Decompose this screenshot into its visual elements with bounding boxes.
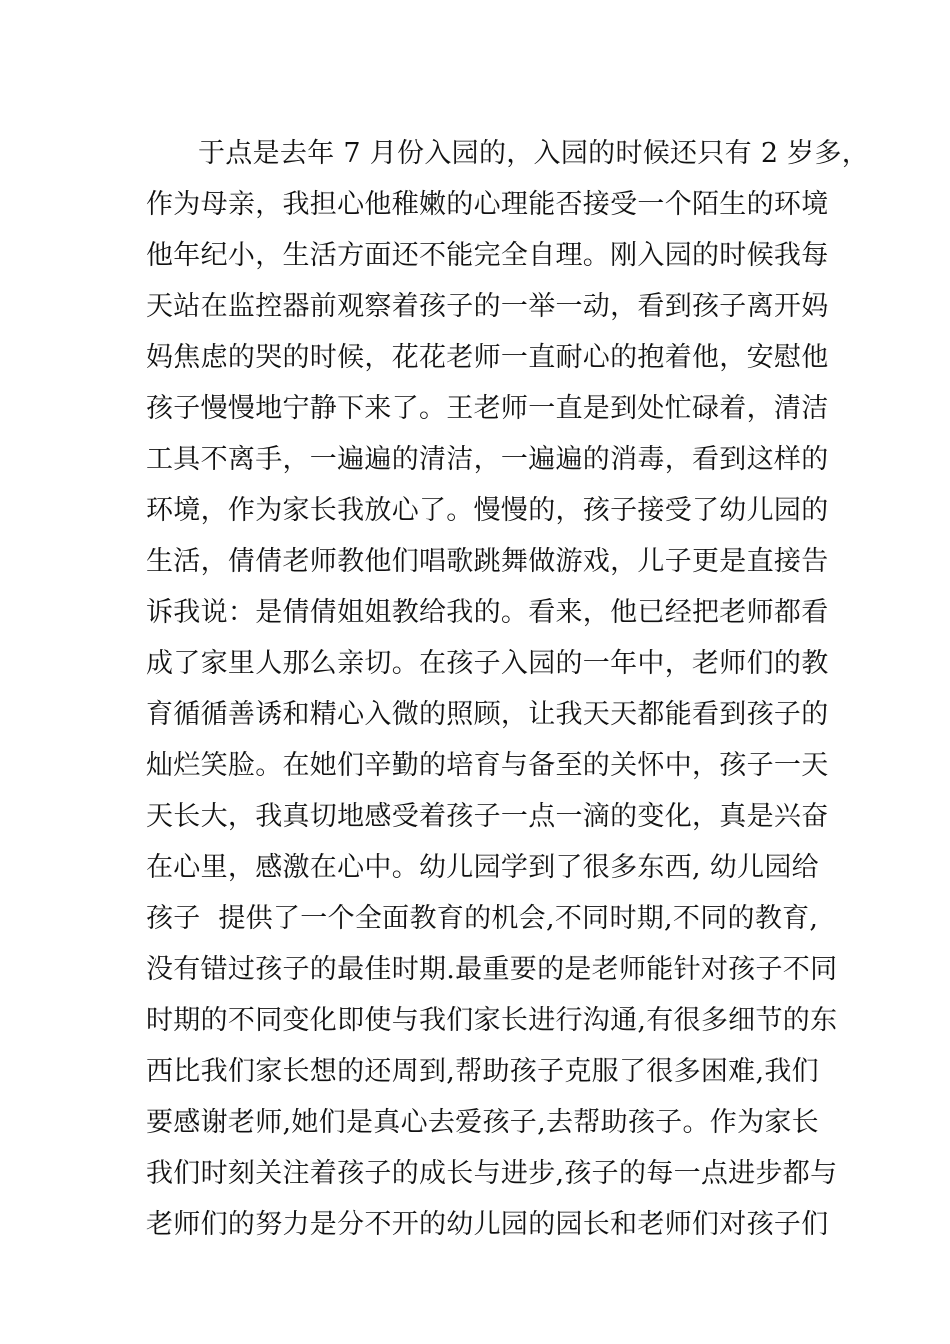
paragraph-line-16: 孩子 提供了一个全面教育的机会,不同时期,不同的教育, [146,903,819,934]
paragraph-line-19: 西比我们家长想的还周到,帮助孩子克服了很多困难,我们 [146,1056,819,1087]
paragraph-line-11: 成了家里人那么亲切。在孩子入园的一年中，老师们的教 [146,648,829,679]
paragraph-line-13: 灿烂笑脸。在她们辛勤的培育与备至的关怀中，孩子一天 [146,750,829,781]
paragraph-line-9: 生活，倩倩老师教他们唱歌跳舞做游戏，儿子更是直接告 [146,546,829,577]
paragraph-line-10: 诉我说：是倩倩姐姐教给我的。看来，他已经把老师都看 [146,597,829,628]
paragraph-line-21: 我们时刻关注着孩子的成长与进步,孩子的每一点进步都与 [146,1158,838,1189]
paragraph-line-6: 孩子慢慢地宁静下来了。王老师一直是到处忙碌着，清洁 [146,393,829,424]
paragraph-line-2: 作为母亲，我担心他稚嫩的心理能否接受一个陌生的环境 [146,189,829,220]
paragraph-line-18: 时期的不同变化即使与我们家长进行沟通,有很多细节的东 [146,1005,838,1036]
body-paragraph [146,128,870,1250]
paragraph-line-5: 妈焦虑的哭的时候，花花老师一直耐心的抱着他，安慰他 [146,342,829,373]
paragraph-line-17: 没有错过孩子的最佳时期.最重要的是老师能针对孩子不同 [146,954,838,985]
paragraph-line-3: 他年纪小，生活方面还不能完全自理。刚入园的时候我每 [146,240,829,271]
paragraph-line-4: 天站在监控器前观察着孩子的一举一动，看到孩子离开妈 [146,291,829,322]
paragraph-line-12: 育循循善诱和精心入微的照顾，让我天天都能看到孩子的 [146,699,829,730]
paragraph-line-1: 于点是去年 7 月份入园的，入园的时候还只有 2 岁多， [198,138,870,169]
paragraph-line-8: 环境，作为家长我放心了。慢慢的，孩子接受了幼儿园的 [146,495,829,526]
paragraph-line-15: 在心里，感激在心中。幼儿园学到了很多东西, 幼儿园给 [146,852,819,883]
paragraph-line-14: 天长大，我真切地感受着孩子一点一滴的变化，真是兴奋 [146,801,829,832]
paragraph-line-7: 工具不离手，一遍遍的清洁，一遍遍的消毒，看到这样的 [146,444,829,475]
paragraph-line-20: 要感谢老师,她们是真心去爱孩子,去帮助孩子。作为家长 [146,1107,819,1138]
paragraph-line-22: 老师们的努力是分不开的幼儿园的园长和老师们对孩子们 [146,1209,829,1240]
